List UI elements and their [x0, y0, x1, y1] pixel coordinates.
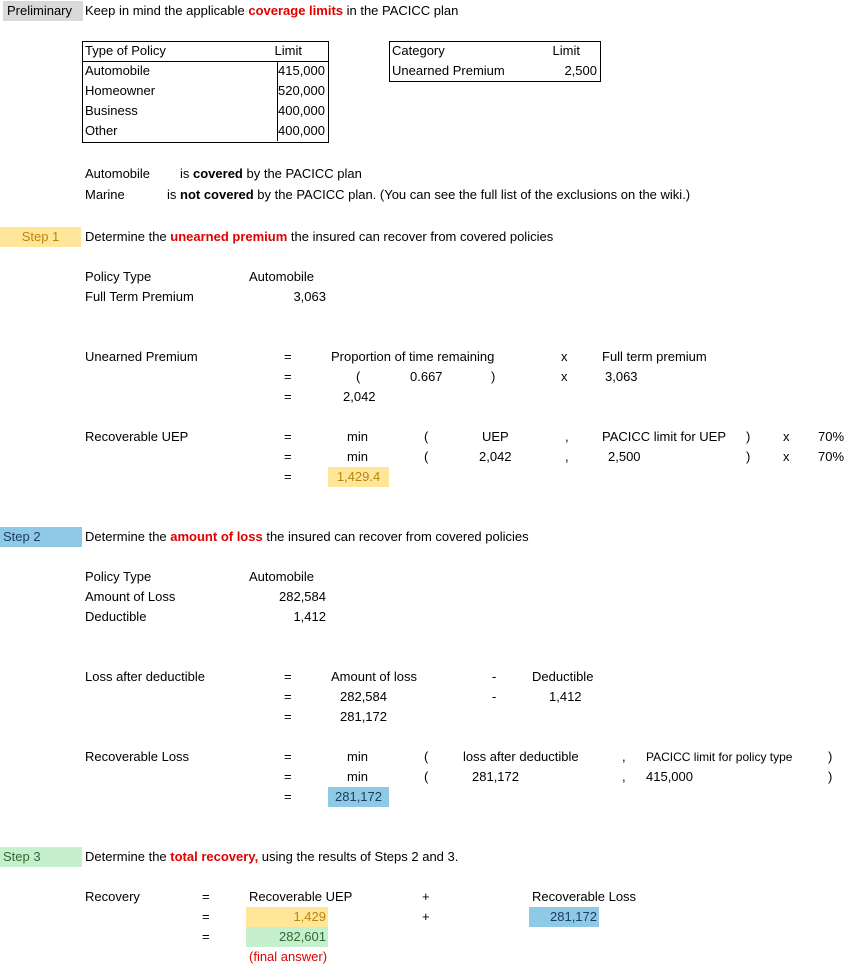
full-term-header: Full term premium	[602, 349, 707, 364]
coverage-marine-note: is not covered by the PACICC plan. (You can see the full list of the exclusions on the wiki.)	[167, 187, 691, 202]
min-function: min	[347, 429, 368, 444]
min-function: min	[347, 769, 368, 784]
uep-header: UEP	[482, 429, 509, 444]
uep-table-header-category: Category	[392, 43, 445, 58]
deductible-value: 1,412	[549, 689, 582, 704]
step2-label: Step 2	[0, 527, 82, 547]
preliminary-text: Keep in mind the applicable coverage limits in the PACICC plan	[85, 3, 459, 18]
recoverable-uep-header: Recoverable UEP	[249, 889, 353, 904]
comma: ,	[565, 449, 569, 464]
recoverable-loss-header: Recoverable Loss	[532, 889, 637, 904]
limits-row-limit: 400,000	[278, 103, 325, 118]
close-paren: )	[746, 449, 751, 464]
deductible-header: Deductible	[532, 669, 594, 684]
times-sign: x	[561, 349, 568, 364]
equals-sign: =	[202, 889, 210, 904]
equals-sign: =	[202, 909, 210, 924]
uep-value: 2,042	[479, 449, 512, 464]
plus-sign: +	[422, 889, 430, 904]
rate-value: 70%	[818, 449, 845, 464]
amount-of-loss-value: 282,584	[279, 589, 326, 604]
pacicc-limit-policy-header: PACICC limit for policy type	[646, 750, 793, 764]
equals-sign: =	[284, 749, 292, 764]
step1-full-term-label: Full Term Premium	[85, 289, 194, 304]
comma: ,	[565, 429, 569, 444]
open-paren: (	[424, 449, 429, 464]
recoverable-uep-label: Recoverable UEP	[85, 429, 189, 444]
min-function: min	[347, 749, 368, 764]
step1-label: Step 1	[0, 227, 81, 247]
step2-policy-type-label: Policy Type	[85, 569, 152, 584]
proportion-value: 0.667	[410, 369, 443, 384]
step1-full-term-value: 3,063	[293, 289, 326, 304]
rate-value: 70%	[818, 429, 845, 444]
loss-after-deductible-value: 281,172	[340, 709, 387, 724]
times-sign: x	[783, 429, 790, 444]
coverage-auto-note: is covered by the PACICC plan	[180, 166, 362, 181]
equals-sign: =	[284, 689, 292, 704]
coverage-marine-label: Marine	[85, 187, 125, 202]
deductible-label: Deductible	[85, 609, 147, 624]
uep-table-row-limit: 2,500	[564, 63, 597, 78]
step2-description: Determine the amount of loss the insured can recover from covered policies	[85, 529, 529, 544]
equals-sign: =	[284, 389, 292, 404]
amount-of-loss-label: Amount of Loss	[85, 589, 176, 604]
comma: ,	[622, 769, 626, 784]
uep-label: Unearned Premium	[85, 349, 198, 364]
equals-sign: =	[284, 349, 292, 364]
open-paren: (	[424, 429, 429, 444]
step2-policy-type-value: Automobile	[249, 569, 315, 584]
recoverable-uep-result: 1,429.4	[328, 467, 389, 487]
open-paren: (	[424, 769, 429, 784]
close-paren: )	[828, 769, 833, 784]
open-paren: (	[424, 749, 429, 764]
uep-table-header-limit: Limit	[552, 43, 580, 58]
minus-sign: -	[492, 669, 497, 684]
step3-description: Determine the total recovery, using the results of Steps 2 and 3.	[85, 849, 459, 864]
open-paren: (	[356, 369, 361, 384]
amount-of-loss-header: Amount of loss	[331, 669, 417, 684]
proportion-header: Proportion of time remaining	[331, 349, 495, 364]
equals-sign: =	[284, 669, 292, 684]
pacicc-limit-uep-header: PACICC limit for UEP	[602, 429, 726, 444]
recoverable-loss-result: 281,172	[328, 787, 389, 807]
close-paren: )	[828, 749, 833, 764]
limits-row-type: Business	[85, 103, 138, 118]
equals-sign: =	[284, 449, 292, 464]
limits-row-type: Homeowner	[85, 83, 156, 98]
limits-row-limit: 415,000	[278, 63, 325, 78]
min-function: min	[347, 449, 368, 464]
amount-of-loss-value: 282,584	[340, 689, 387, 704]
pacicc-limit-uep-value: 2,500	[608, 449, 641, 464]
limits-header-limit: Limit	[274, 43, 302, 58]
limits-row-limit: 520,000	[278, 83, 325, 98]
full-term-value: 3,063	[605, 369, 638, 384]
minus-sign: -	[492, 689, 497, 704]
limits-row-type: Automobile	[85, 63, 151, 78]
close-paren: )	[746, 429, 751, 444]
equals-sign: =	[284, 369, 292, 384]
limits-header-type: Type of Policy	[85, 43, 166, 58]
equals-sign: =	[284, 769, 292, 784]
loss-after-deductible-value: 281,172	[472, 769, 519, 784]
total-recovery-result: 282,601	[246, 927, 328, 947]
close-paren: )	[491, 369, 496, 384]
step1-policy-type-label: Policy Type	[85, 269, 152, 284]
recoverable-loss-value: 281,172	[529, 907, 599, 927]
pacicc-limit-policy-value: 415,000	[646, 769, 693, 784]
loss-after-deductible-header: loss after deductible	[463, 749, 579, 764]
equals-sign: =	[284, 709, 292, 724]
equals-sign: =	[202, 929, 210, 944]
limits-row-limit: 400,000	[278, 123, 325, 138]
preliminary-label: Preliminary	[3, 1, 83, 21]
deductible-value: 1,412	[293, 609, 326, 624]
uep-value: 2,042	[343, 389, 376, 404]
comma: ,	[622, 749, 626, 764]
recoverable-loss-label: Recoverable Loss	[85, 749, 190, 764]
equals-sign: =	[284, 469, 292, 484]
equals-sign: =	[284, 429, 292, 444]
recoverable-uep-value: 1,429	[246, 907, 328, 927]
final-answer-note: (final answer)	[249, 949, 328, 964]
step1-description: Determine the unearned premium the insured can recover from covered policies	[85, 229, 554, 244]
limits-row-type: Other	[85, 123, 118, 138]
uep-table-row-category: Unearned Premium	[392, 63, 505, 78]
coverage-auto-label: Automobile	[85, 166, 151, 181]
loss-after-deductible-label: Loss after deductible	[85, 669, 205, 684]
step1-policy-type-value: Automobile	[249, 269, 315, 284]
equals-sign: =	[284, 789, 292, 804]
times-sign: x	[561, 369, 568, 384]
step3-label: Step 3	[0, 847, 82, 867]
times-sign: x	[783, 449, 790, 464]
plus-sign: +	[422, 909, 430, 924]
recovery-label: Recovery	[85, 889, 140, 904]
